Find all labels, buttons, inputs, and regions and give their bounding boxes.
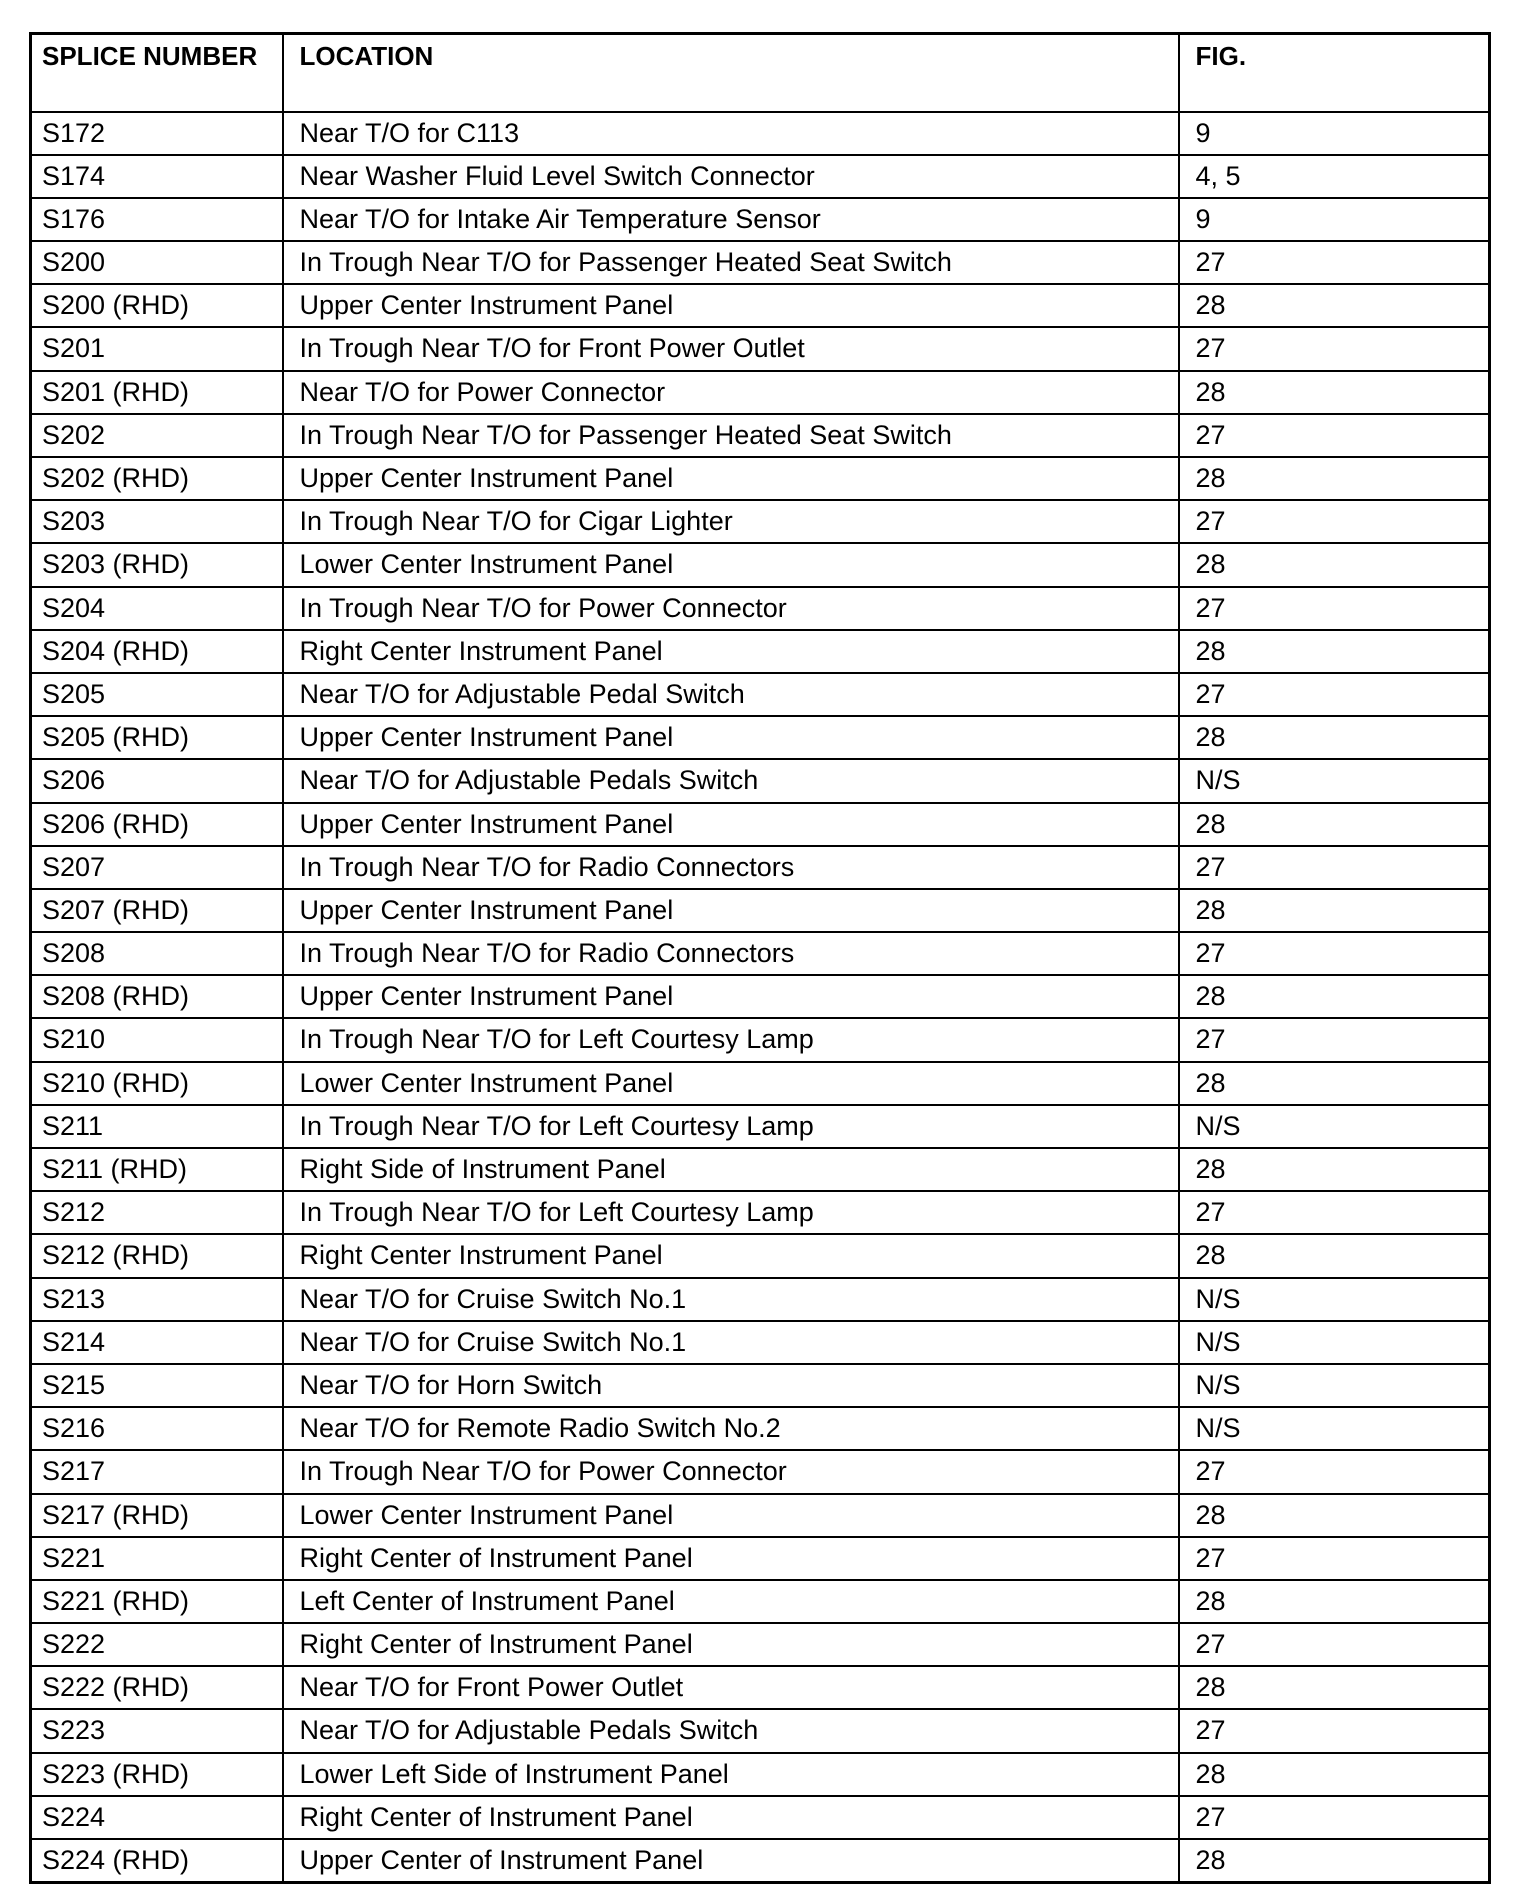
location-cell: In Trough Near T/O for Power Connector	[283, 1450, 1179, 1493]
fig-cell: 28	[1179, 716, 1490, 759]
table-row	[31, 1105, 1490, 1148]
location-cell: In Trough Near T/O for Left Courtesy Lamp	[283, 1191, 1179, 1234]
location-cell: Lower Center Instrument Panel	[283, 1494, 1179, 1537]
table-row	[31, 587, 1490, 630]
fig-cell: 28	[1179, 371, 1490, 414]
table-row	[31, 1364, 1490, 1407]
location-cell: Near T/O for Front Power Outlet	[283, 1666, 1179, 1709]
fig-cell: N/S	[1179, 759, 1490, 802]
splice-number-cell: S215	[31, 1364, 283, 1407]
table-row	[31, 716, 1490, 759]
table-row	[31, 543, 1490, 586]
location-cell: Right Center Instrument Panel	[283, 1234, 1179, 1277]
splice-number-cell: S205 (RHD)	[31, 716, 283, 759]
splice-number-cell: S212 (RHD)	[31, 1234, 283, 1277]
table-row	[31, 1321, 1490, 1364]
fig-cell: 27	[1179, 1191, 1490, 1234]
fig-cell: N/S	[1179, 1105, 1490, 1148]
splice-number-cell: S221	[31, 1537, 283, 1580]
splice-number-cell: S224	[31, 1796, 283, 1839]
fig-cell: 28	[1179, 1234, 1490, 1277]
location-cell: Near T/O for Adjustable Pedal Switch	[283, 673, 1179, 716]
table-row	[31, 500, 1490, 543]
table-row	[31, 1450, 1490, 1493]
location-cell: In Trough Near T/O for Passenger Heated Seat Switch	[283, 414, 1179, 457]
splice-number-cell: S206	[31, 759, 283, 802]
splice-number-cell: S217	[31, 1450, 283, 1493]
location-cell: Right Center of Instrument Panel	[283, 1623, 1179, 1666]
table-row	[31, 1537, 1490, 1580]
fig-cell: 28	[1179, 975, 1490, 1018]
splice-number-cell: S211 (RHD)	[31, 1148, 283, 1191]
location-cell: Left Center of Instrument Panel	[283, 1580, 1179, 1623]
splice-number-cell: S204 (RHD)	[31, 630, 283, 673]
fig-cell: 27	[1179, 327, 1490, 370]
fig-cell: 9	[1179, 198, 1490, 241]
splice-number-cell: S211	[31, 1105, 283, 1148]
location-cell: Upper Center Instrument Panel	[283, 457, 1179, 500]
table-row	[31, 1278, 1490, 1321]
location-cell: In Trough Near T/O for Left Courtesy Lamp	[283, 1018, 1179, 1061]
table-row	[31, 975, 1490, 1018]
splice-number-cell: S202 (RHD)	[31, 457, 283, 500]
splice-number-cell: S172	[31, 112, 283, 155]
fig-cell: 27	[1179, 500, 1490, 543]
header-row	[31, 34, 1490, 112]
location-cell: In Trough Near T/O for Passenger Heated Seat Switch	[283, 241, 1179, 284]
splice-number-cell: S207 (RHD)	[31, 889, 283, 932]
header-fig: FIG.	[1179, 34, 1490, 112]
fig-cell: 28	[1179, 1494, 1490, 1537]
location-cell: Upper Center Instrument Panel	[283, 716, 1179, 759]
fig-cell: 9	[1179, 112, 1490, 155]
location-cell: Upper Center Instrument Panel	[283, 284, 1179, 327]
location-cell: Lower Center Instrument Panel	[283, 1062, 1179, 1105]
location-cell: In Trough Near T/O for Radio Connectors	[283, 846, 1179, 889]
splice-number-cell: S201 (RHD)	[31, 371, 283, 414]
fig-cell: 27	[1179, 1709, 1490, 1752]
table-header	[31, 34, 1490, 112]
location-cell: Near T/O for Power Connector	[283, 371, 1179, 414]
table-row	[31, 327, 1490, 370]
table-row	[31, 1148, 1490, 1191]
table-row	[31, 932, 1490, 975]
splice-number-cell: S210 (RHD)	[31, 1062, 283, 1105]
table-row	[31, 1018, 1490, 1061]
splice-number-cell: S217 (RHD)	[31, 1494, 283, 1537]
splice-number-cell: S174	[31, 155, 283, 198]
location-cell: Right Side of Instrument Panel	[283, 1148, 1179, 1191]
fig-cell: 27	[1179, 1537, 1490, 1580]
header-splice-number: SPLICE NUMBER	[31, 34, 283, 112]
table-row	[31, 1709, 1490, 1752]
table-row	[31, 414, 1490, 457]
table-body	[31, 112, 1490, 1883]
location-cell: Near T/O for C113	[283, 112, 1179, 155]
splice-number-cell: S205	[31, 673, 283, 716]
splice-number-cell: S212	[31, 1191, 283, 1234]
splice-number-cell: S216	[31, 1407, 283, 1450]
fig-cell: N/S	[1179, 1321, 1490, 1364]
location-cell: Near T/O for Intake Air Temperature Sensor	[283, 198, 1179, 241]
table-row	[31, 846, 1490, 889]
location-cell: Near T/O for Adjustable Pedals Switch	[283, 759, 1179, 802]
fig-cell: 28	[1179, 543, 1490, 586]
fig-cell: N/S	[1179, 1364, 1490, 1407]
table-row	[31, 630, 1490, 673]
table-row	[31, 1580, 1490, 1623]
location-cell: In Trough Near T/O for Power Connector	[283, 587, 1179, 630]
location-cell: Near T/O for Horn Switch	[283, 1364, 1179, 1407]
table-row	[31, 1494, 1490, 1537]
fig-cell: 27	[1179, 1623, 1490, 1666]
splice-number-cell: S202	[31, 414, 283, 457]
table-row	[31, 889, 1490, 932]
table-row	[31, 284, 1490, 327]
location-cell: Right Center Instrument Panel	[283, 630, 1179, 673]
table-row	[31, 1753, 1490, 1796]
table-row	[31, 759, 1490, 802]
splice-number-cell: S203	[31, 500, 283, 543]
fig-cell: 28	[1179, 630, 1490, 673]
splice-number-cell: S200 (RHD)	[31, 284, 283, 327]
fig-cell: 28	[1179, 1062, 1490, 1105]
location-cell: Upper Center Instrument Panel	[283, 803, 1179, 846]
location-cell: In Trough Near T/O for Left Courtesy Lamp	[283, 1105, 1179, 1148]
location-cell: Upper Center of Instrument Panel	[283, 1839, 1179, 1882]
table-row	[31, 803, 1490, 846]
header-location: LOCATION	[283, 34, 1179, 112]
location-cell: Upper Center Instrument Panel	[283, 889, 1179, 932]
location-cell: Upper Center Instrument Panel	[283, 975, 1179, 1018]
location-cell: Right Center of Instrument Panel	[283, 1537, 1179, 1580]
location-cell: Near T/O for Cruise Switch No.1	[283, 1278, 1179, 1321]
fig-cell: 28	[1179, 1839, 1490, 1882]
table-row	[31, 371, 1490, 414]
table-row	[31, 1839, 1490, 1882]
table-row	[31, 1062, 1490, 1105]
splice-number-cell: S207	[31, 846, 283, 889]
table-row	[31, 155, 1490, 198]
table-row	[31, 112, 1490, 155]
fig-cell: 28	[1179, 803, 1490, 846]
fig-cell: 4, 5	[1179, 155, 1490, 198]
splice-number-cell: S206 (RHD)	[31, 803, 283, 846]
fig-cell: 27	[1179, 587, 1490, 630]
splice-number-cell: S201	[31, 327, 283, 370]
location-cell: Near Washer Fluid Level Switch Connector	[283, 155, 1179, 198]
fig-cell: 28	[1179, 1753, 1490, 1796]
splice-number-cell: S208 (RHD)	[31, 975, 283, 1018]
fig-cell: 27	[1179, 932, 1490, 975]
splice-number-cell: S222	[31, 1623, 283, 1666]
fig-cell: 28	[1179, 1580, 1490, 1623]
location-cell: In Trough Near T/O for Front Power Outlet	[283, 327, 1179, 370]
table-row	[31, 1623, 1490, 1666]
location-cell: Right Center of Instrument Panel	[283, 1796, 1179, 1839]
fig-cell: N/S	[1179, 1278, 1490, 1321]
table-row	[31, 1407, 1490, 1450]
splice-number-cell: S176	[31, 198, 283, 241]
fig-cell: N/S	[1179, 1407, 1490, 1450]
fig-cell: 28	[1179, 889, 1490, 932]
table-row	[31, 198, 1490, 241]
fig-cell: 28	[1179, 1666, 1490, 1709]
splice-number-cell: S214	[31, 1321, 283, 1364]
fig-cell: 27	[1179, 673, 1490, 716]
splice-location-table	[29, 32, 1491, 1884]
splice-number-cell: S204	[31, 587, 283, 630]
splice-number-cell: S224 (RHD)	[31, 1839, 283, 1882]
splice-number-cell: S221 (RHD)	[31, 1580, 283, 1623]
location-cell: Lower Center Instrument Panel	[283, 543, 1179, 586]
location-cell: In Trough Near T/O for Cigar Lighter	[283, 500, 1179, 543]
table-row	[31, 673, 1490, 716]
location-cell: In Trough Near T/O for Radio Connectors	[283, 932, 1179, 975]
fig-cell: 27	[1179, 846, 1490, 889]
fig-cell: 27	[1179, 1450, 1490, 1493]
fig-cell: 28	[1179, 457, 1490, 500]
splice-number-cell: S223 (RHD)	[31, 1753, 283, 1796]
splice-number-cell: S222 (RHD)	[31, 1666, 283, 1709]
fig-cell: 28	[1179, 1148, 1490, 1191]
splice-number-cell: S208	[31, 932, 283, 975]
table-row	[31, 1191, 1490, 1234]
table-row	[31, 241, 1490, 284]
table-row	[31, 1796, 1490, 1839]
table-row	[31, 1666, 1490, 1709]
location-cell: Lower Left Side of Instrument Panel	[283, 1753, 1179, 1796]
location-cell: Near T/O for Cruise Switch No.1	[283, 1321, 1179, 1364]
fig-cell: 28	[1179, 284, 1490, 327]
splice-number-cell: S210	[31, 1018, 283, 1061]
splice-number-cell: S203 (RHD)	[31, 543, 283, 586]
table-row	[31, 457, 1490, 500]
location-cell: Near T/O for Remote Radio Switch No.2	[283, 1407, 1179, 1450]
fig-cell: 27	[1179, 241, 1490, 284]
fig-cell: 27	[1179, 1796, 1490, 1839]
fig-cell: 27	[1179, 414, 1490, 457]
splice-number-cell: S213	[31, 1278, 283, 1321]
location-cell: Near T/O for Adjustable Pedals Switch	[283, 1709, 1179, 1752]
table-row	[31, 1234, 1490, 1277]
fig-cell: 27	[1179, 1018, 1490, 1061]
splice-number-cell: S223	[31, 1709, 283, 1752]
splice-number-cell: S200	[31, 241, 283, 284]
